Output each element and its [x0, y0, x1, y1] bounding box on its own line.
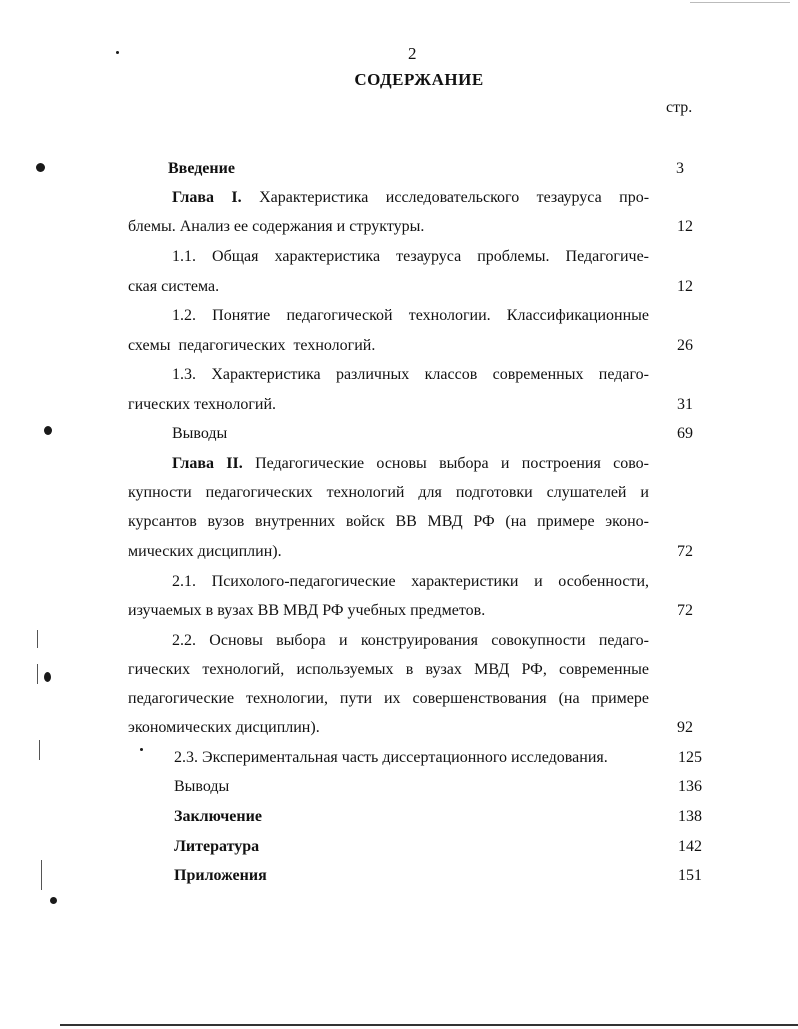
toc-ch2-label: Глава II. [172, 455, 243, 472]
toc-s21-line1: 2.1. Психолого-педагогические характеристики и особенности, [172, 573, 649, 590]
toc-s12-line2: схемы педагогических технологий. [128, 337, 376, 354]
toc-ch2-text: Педагогические основы выбора и построения сово- [255, 455, 649, 472]
toc-s22-line2: гических технологий, используемых в вузах МВД РФ, современные [128, 661, 649, 678]
toc-literature-page: 142 [678, 838, 702, 855]
page-number: 2 [408, 44, 417, 63]
toc-ch2-line3: курсантов вузов внутренних войск ВВ МВД РФ (на примере эконо- [128, 513, 649, 530]
toc-appendices: Приложения [174, 867, 267, 884]
toc-ch1-label: Глава I. [172, 189, 242, 206]
toc-intro: Введение [168, 160, 235, 177]
scan-margin-mark [41, 860, 42, 890]
toc-s13-page: 31 [677, 396, 693, 413]
toc-concl2: Выводы [174, 778, 230, 795]
binder-hole-mark [44, 426, 52, 435]
toc-concl2-page: 136 [678, 778, 702, 795]
toc-intro-page: 3 [676, 160, 684, 177]
toc-s11-line1: 1.1. Общая характеристика тезауруса проблемы. Педагогиче- [172, 248, 649, 265]
toc-s12-page: 26 [677, 337, 693, 354]
pages-column-header: стр. [666, 99, 693, 116]
toc-s11-page: 12 [677, 278, 693, 295]
toc-s13-line2: гических технологий. [128, 396, 277, 413]
toc-literature: Литература [174, 838, 260, 855]
toc-ch1-line2: блемы. Анализ ее содержания и структуры. [128, 218, 425, 235]
scan-top-edge [690, 2, 790, 3]
toc-ch2-line1 [172, 455, 649, 473]
scan-margin-mark [39, 740, 40, 760]
toc-s23: 2.3. Экспериментальная часть диссертационного исследования. [174, 749, 608, 766]
toc-ch1-text: Характеристика исследовательского тезауруса про- [259, 189, 649, 206]
toc-conclusion-page: 138 [678, 808, 702, 825]
toc-appendices-page: 151 [678, 867, 702, 884]
toc-s13-line1: 1.3. Характеристика различных классов современных педаго- [172, 366, 649, 383]
toc-ch2-line4: мических дисциплин). [128, 543, 282, 560]
toc-concl1-page: 69 [677, 425, 693, 442]
scan-bottom-edge [60, 1024, 798, 1026]
toc-ch2-page: 72 [677, 543, 693, 560]
binder-hole-mark [44, 672, 51, 682]
scan-margin-mark [37, 664, 38, 684]
toc-s21-page: 72 [677, 602, 693, 619]
toc-s22-line3: педагогические технологии, пути их совершенствования (на примере [128, 690, 649, 707]
toc-s23-page: 125 [678, 749, 702, 766]
toc-s21-line2: изучаемых в вузах ВВ МВД РФ учебных предметов. [128, 602, 486, 619]
toc-s12-line1: 1.2. Понятие педагогической технологии. Классификационные [172, 307, 649, 324]
binder-hole-mark [50, 897, 57, 904]
toc-s11-line2: ская система. [128, 278, 220, 295]
scan-margin-mark [37, 630, 38, 648]
toc-ch2-line2: купности педагогических технологий для подготовки слушателей и [128, 484, 649, 501]
binder-hole-mark [36, 163, 45, 172]
page-title: СОДЕРЖАНИЕ [354, 70, 484, 89]
toc-s22-line4: экономических дисциплин). [128, 719, 320, 736]
toc-s22-page: 92 [677, 719, 693, 736]
scan-speck [116, 51, 119, 54]
scan-speck [140, 748, 143, 751]
toc-concl1: Выводы [172, 425, 228, 442]
toc-conclusion: Заключение [174, 808, 262, 825]
toc-ch1-line1 [172, 189, 649, 207]
toc-ch1-page: 12 [677, 218, 693, 235]
toc-s22-line1: 2.2. Основы выбора и конструирования совокупности педаго- [172, 632, 649, 649]
